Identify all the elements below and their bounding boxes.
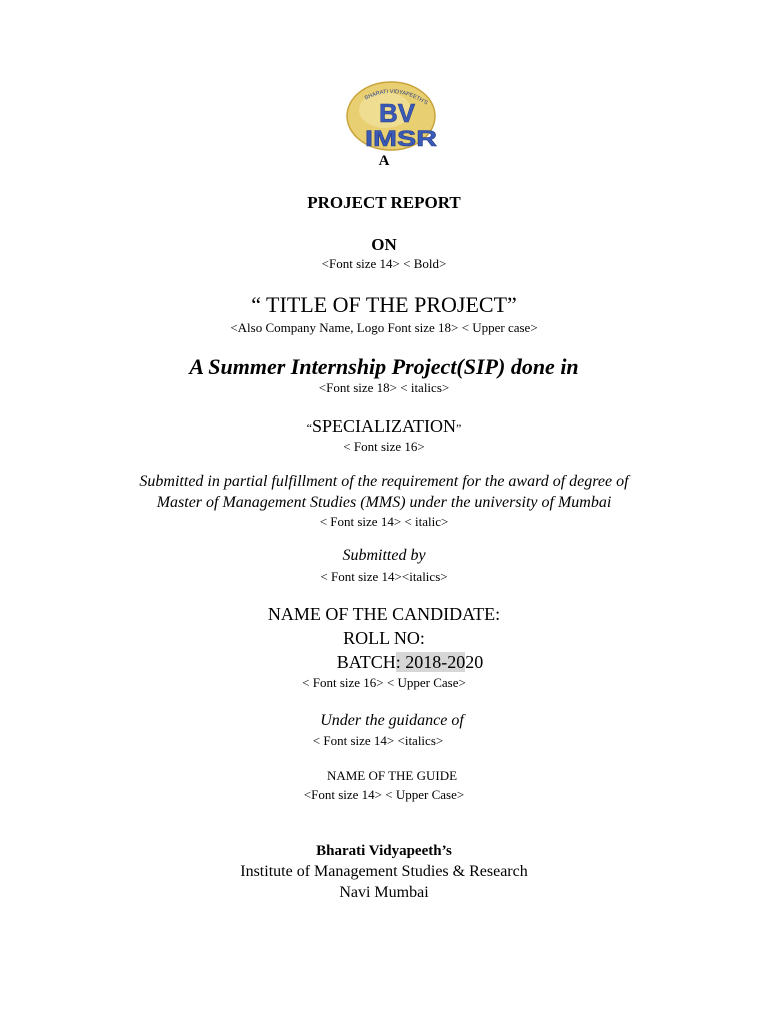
- bvimsr-logo: [345, 80, 441, 152]
- note-submitted: < Font size 14> < italic>: [319, 514, 449, 529]
- submitted-by: Submitted by: [342, 547, 426, 564]
- institution-line-3: Navi Mumbai: [339, 884, 429, 901]
- note-spec: < Font size 16>: [343, 439, 425, 454]
- spec-close-quote: ”: [456, 421, 462, 435]
- note-sip: <Font size 18> < italics>: [318, 380, 450, 395]
- batch-years-highlighted: : 2018-20: [395, 652, 466, 672]
- sip-heading: A Summer Internship Project(SIP) done in: [189, 354, 579, 379]
- logo-letters-bottom: IMSR: [365, 126, 438, 151]
- batch-label: BATCH: [336, 652, 396, 672]
- note-submitted-by: < Font size 14><italics>: [320, 569, 448, 584]
- institution-line-1: Bharati Vidyapeeth’s: [316, 843, 452, 859]
- candidate-name: NAME OF THE CANDIDATE:: [267, 604, 501, 624]
- note-guide: <Font size 14> < Upper Case>: [303, 787, 465, 802]
- specialization-line: [0, 416, 768, 437]
- note-title: <Also Company Name, Logo Font size 18> < Upper case>: [230, 320, 538, 335]
- note-on: <Font size 14> < Bold>: [321, 256, 447, 271]
- spec-open-quote: “: [306, 421, 312, 435]
- logo-arc-text: BHARATI VIDYAPEETH'S: [364, 88, 429, 107]
- batch-line: [26, 652, 768, 673]
- note-guidance: < Font size 14> <italics>: [312, 733, 444, 748]
- submitted-line-1: Submitted in partial fulfillment of the requirement for the award of degree of: [139, 473, 629, 490]
- roll-no: ROLL NO:: [343, 628, 425, 648]
- project-title: “ TITLE OF THE PROJECT”: [251, 292, 517, 317]
- submitted-line-2: Master of Management Studies (MMS) under the university of Mumbai: [156, 494, 612, 511]
- batch-years-end: 20: [465, 652, 484, 672]
- logo-letters-top: BV: [379, 98, 416, 128]
- institution-line-2: Institute of Management Studies & Research: [240, 863, 528, 880]
- note-candidate: < Font size 16> < Upper Case>: [302, 675, 466, 690]
- under-guidance: Under the guidance of: [320, 712, 464, 729]
- project-report-heading: PROJECT REPORT: [307, 193, 461, 212]
- on-heading: ON: [371, 235, 397, 254]
- guide-name: NAME OF THE GUIDE: [326, 768, 458, 783]
- specialization: SPECIALIZATION: [312, 416, 456, 436]
- line-a: A: [378, 153, 390, 169]
